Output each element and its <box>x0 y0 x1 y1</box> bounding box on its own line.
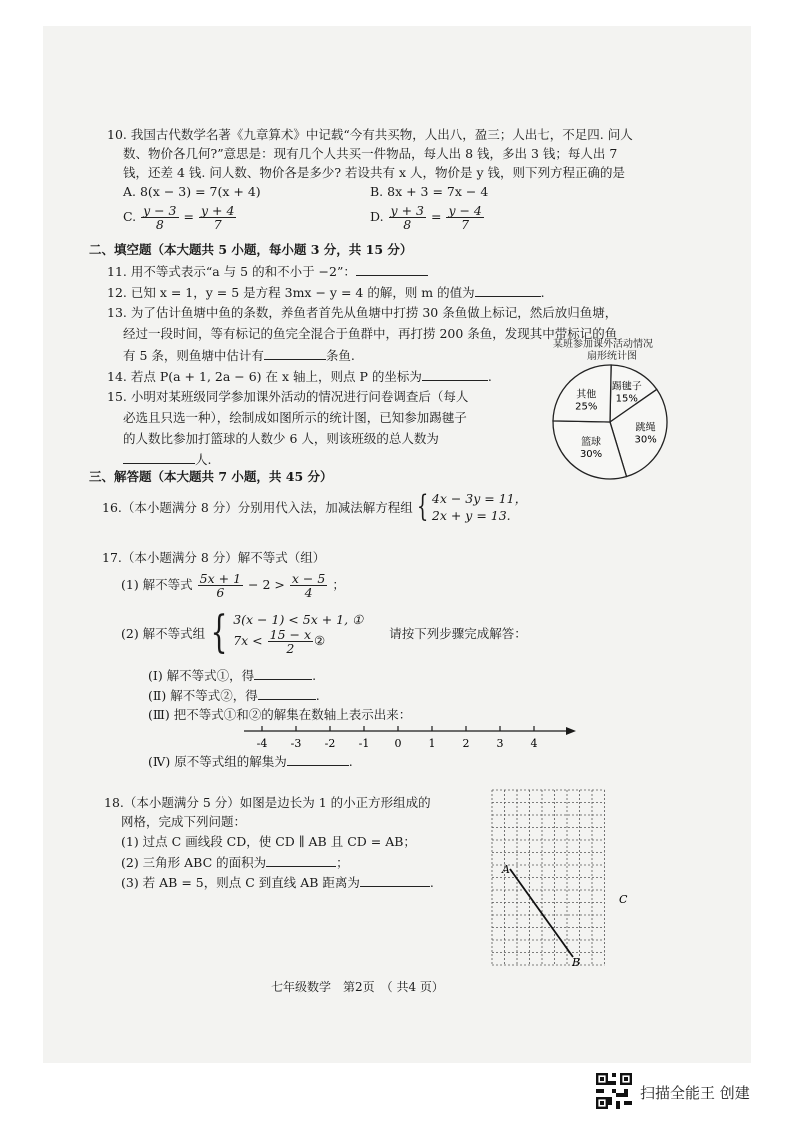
q17-step1: (Ⅰ) 解不等式①，得 . <box>148 668 317 683</box>
q17-step2: (Ⅱ) 解不等式②，得 . <box>148 688 320 703</box>
q17-heading: 17.（本小题满分 8 分）解不等式（组） <box>102 550 326 565</box>
fraction: $\frac{5x + 1}{6}$ <box>199 571 242 600</box>
answer-blank[interactable] <box>475 283 541 297</box>
pie-slice-percent: 30% <box>634 434 657 446</box>
square-grid <box>488 786 628 969</box>
q17-step3: (Ⅲ) 把不等式①和②的解集在数轴上表示出来： <box>148 707 412 722</box>
fraction: $\frac{y - 4}{7}$ <box>448 203 482 232</box>
q10-option-a: A. 8(x − 3) = 7(x + 4) <box>123 184 261 199</box>
pie-title: 某班参加课外活动情况 <box>553 339 653 350</box>
answer-blank[interactable] <box>258 686 316 700</box>
q13-line1: 13. 为了估计鱼塘中鱼的条数，养鱼者首先从鱼塘中打捞 30 条鱼做上标记，然后放归鱼塘， <box>107 305 618 320</box>
q10-line3: 钱，还差 4 钱. 问人数、物价各是多少? 若设共有 x 人，物价是 y 钱，则下列方程正确的是 <box>123 165 626 180</box>
arrow-icon <box>566 727 576 735</box>
pie-slice-percent: 25% <box>575 401 598 413</box>
pie-slice-percent: 15% <box>615 393 638 405</box>
pie-slice-label: 篮球 <box>581 436 602 448</box>
fraction: $\frac{y + 4}{7}$ <box>200 203 235 232</box>
q15-line3: 的人数比参加打篮球的人数少 6 人，则该班级的总人数为 <box>123 431 439 446</box>
q13-line2: 经过一段时间，等有标记的鱼完全混合于鱼群中，再打捞 200 条鱼，发现其中带标记的鱼 <box>123 326 618 341</box>
number-line-label: -2 <box>324 737 336 750</box>
number-line-label: 0 <box>394 737 402 750</box>
q13-line3: 有 5 条，则鱼塘中估计有 条鱼. <box>123 348 355 363</box>
q10-line1: 10. 我国古代数学名著《九章算术》中记载“今有共买物，人出八，盈三；人出七，不足四. 问人 <box>107 127 633 142</box>
q16: 16.（本小题满分 8 分）分别用代入法，加减法解方程组 { 4x − 3y = 11， 2x + y = 13. <box>102 489 528 524</box>
q18-line1: 18.（本小题满分 5 分）如图是边长为 1 的小正方形组成的 <box>104 795 431 810</box>
q17-part2: (2) 解不等式组 { 3(x − 1) < 5x + 1, ① 7x < $\frac{15 - x}{2}$ ② 请按下列步骤完成解答： <box>121 607 527 658</box>
segment-ab <box>510 869 573 957</box>
answer-blank[interactable] <box>287 752 349 766</box>
number-line-label: -3 <box>290 737 302 750</box>
qr-code-icon <box>596 1073 632 1109</box>
number-line-label: 1 <box>428 737 436 750</box>
q18-part1: (1) 过点 C 画线段 CD，使 CD ∥ AB 且 CD = AB； <box>121 834 416 849</box>
number-line-label: 3 <box>496 737 504 750</box>
q12: 12. 已知 x = 1，y = 5 是方程 3mx − y = 4 的解，则 m 的值为 . <box>107 285 545 300</box>
q10-option-b: B. 8x + 3 = 7x − 4 <box>370 184 489 199</box>
q15-line1: 15. 小明对某班级同学参加课外活动的情况进行问卷调查后（每人 <box>107 389 469 404</box>
fraction: $\frac{y - 3}{8}$ <box>143 203 177 232</box>
q10-option-d: D. $\frac{y + 3}{8}$ = $\frac{y - 4}{7}$ <box>370 203 482 232</box>
section-2-heading: 二、填空题（本大题共 5 小题，每小题 3 分，共 15 分） <box>89 242 413 257</box>
fraction: $\frac{x - 5}{4}$ <box>291 571 326 600</box>
answer-blank[interactable] <box>422 367 488 381</box>
fraction: $\frac{15 - x}{2}$ <box>269 627 312 656</box>
q10-option-c: C. $\frac{y - 3}{8}$ = $\frac{y + 4}{7}$ <box>123 203 235 232</box>
pie-chart <box>550 362 670 482</box>
answer-blank[interactable] <box>356 262 428 276</box>
pie-slice-percent: 30% <box>579 448 603 460</box>
answer-blank[interactable] <box>254 666 312 680</box>
section-3-heading: 三、解答题（本大题共 7 小题，共 45 分） <box>89 469 333 484</box>
q17-step4: (Ⅳ) 原不等式组的解集为 . <box>148 754 353 769</box>
brand-text: 扫描全能王 创建 <box>640 1084 750 1102</box>
answer-blank[interactable] <box>264 346 326 360</box>
page-footer: 七年级数学 第2页 （ 共4 页） <box>271 980 444 994</box>
scanner-watermark <box>596 1073 776 1113</box>
fraction: $\frac{y + 3}{8}$ <box>390 203 424 232</box>
q15-line2: 必选且只选一种），绘制成如图所示的统计图，已知参加踢毽子 <box>123 410 467 425</box>
pie-slice-label: 跳绳 <box>635 422 656 434</box>
answer-blank[interactable] <box>266 853 336 867</box>
number-line-label: 4 <box>530 737 538 750</box>
q17-part1: (1) 解不等式 $\frac{5x + 1}{6}$ − 2 > $\frac{x - 5}{4}$ ； <box>121 571 345 600</box>
number-line-label: -4 <box>256 737 268 750</box>
point-a-label: A <box>502 863 510 876</box>
point-b-label: B <box>572 956 581 969</box>
exam-paper <box>43 26 751 1063</box>
q18-line2: 网格，完成下列问题： <box>121 814 247 829</box>
q18-part2: (2) 三角形 ABC 的面积为 ； <box>121 855 349 870</box>
q15-line4: 人. <box>123 450 211 468</box>
point-c-label: C <box>619 893 628 906</box>
pie-slice-label: 其他 <box>576 389 597 401</box>
answer-blank[interactable] <box>360 873 430 887</box>
pie-subtitle: 扇形统计图 <box>587 351 637 362</box>
q11: 11. 用不等式表示“a 与 5 的和不小于 −2”： <box>107 262 428 280</box>
number-line-label: -1 <box>358 737 370 750</box>
number-line-label: 2 <box>462 737 470 750</box>
grid-lines <box>492 790 605 965</box>
pie-slice-label: 踢毽子 <box>611 381 642 393</box>
answer-blank[interactable] <box>123 450 195 464</box>
q10-line2: 数、物价各几何?”意思是：现有几个人共买一件物品，每人出 8 钱，多出 3 钱；每人出 7 <box>123 146 618 161</box>
q14: 14. 若点 P(a + 1, 2a − 6) 在 x 轴上，则点 P 的坐标为 . <box>107 369 492 384</box>
number-line <box>240 724 580 750</box>
q18-part3: (3) 若 AB = 5，则点 C 到直线 AB 距离为 . <box>121 875 434 890</box>
